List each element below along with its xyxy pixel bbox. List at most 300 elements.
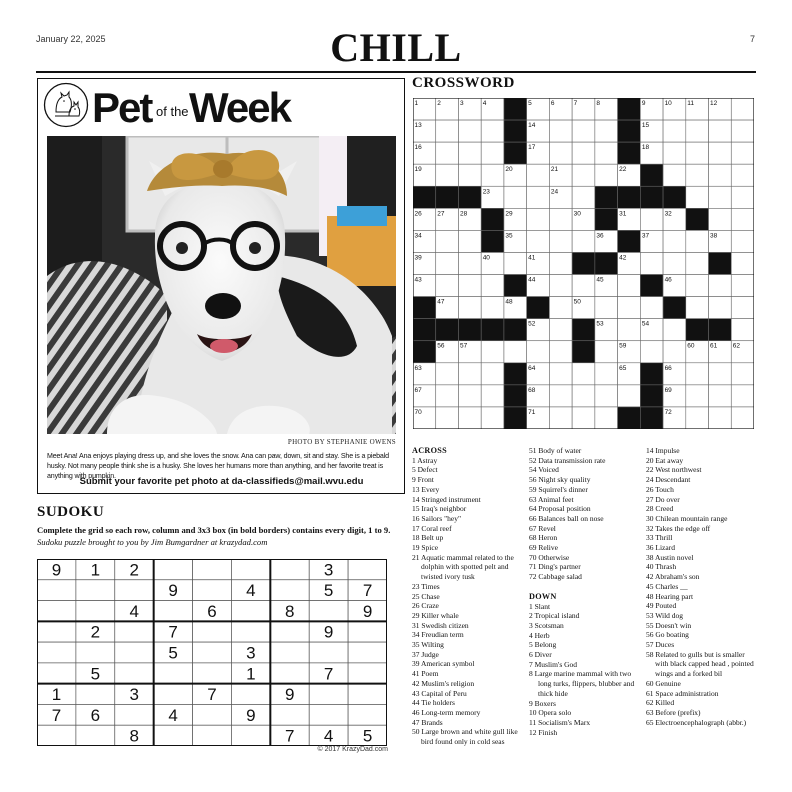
clue-item: 56 Night sky quality xyxy=(529,475,591,485)
sudoku-cell[interactable] xyxy=(193,642,232,663)
sudoku-cell[interactable] xyxy=(154,559,193,580)
crossword-black-square xyxy=(709,252,732,274)
sudoku-given-digit: 7 xyxy=(168,622,178,642)
crossword-cell[interactable] xyxy=(458,407,481,429)
crossword-clue-number: 16 xyxy=(414,144,422,152)
clue-item: 7 Muslim's God xyxy=(529,659,578,669)
crossword-cell[interactable] xyxy=(504,341,527,363)
sudoku-cell[interactable] xyxy=(115,642,154,663)
crossword-cell[interactable] xyxy=(595,341,618,363)
crossword-cell[interactable] xyxy=(436,164,459,186)
crossword-clue-number: 63 xyxy=(414,364,422,372)
pet-description: Meet Ana! Ana enjoys playing dress up, and she loves the snow. Ana can paw, down, sit and stay. She is a piebald husky. Not many people think she is a husky. She loves her humans more than anything, and her favorite treat is anything with pumpkin. xyxy=(47,452,389,480)
pet-title-week: Week xyxy=(189,84,290,131)
crossword-black-square xyxy=(640,385,663,407)
clue-item: 25 Chase xyxy=(412,591,440,601)
crossword-cell[interactable] xyxy=(686,363,709,385)
crossword-cell[interactable] xyxy=(436,142,459,164)
crossword-cell[interactable] xyxy=(731,230,754,252)
crossword-cell[interactable] xyxy=(731,275,754,297)
clue-item: 52 Data transmission rate xyxy=(529,455,606,465)
crossword-cell[interactable] xyxy=(504,252,527,274)
clues-column-3 xyxy=(646,446,756,727)
clue-item: 59 Squirrel's dinner xyxy=(529,484,588,494)
sudoku-cell[interactable] xyxy=(115,580,154,601)
crossword-cell[interactable] xyxy=(549,407,572,429)
issue-date: January 22, 2025 xyxy=(36,34,106,44)
crossword-cell[interactable] xyxy=(458,275,481,297)
crossword-black-square xyxy=(618,142,641,164)
crossword-cell[interactable] xyxy=(549,319,572,341)
sudoku-cell[interactable] xyxy=(154,684,193,705)
crossword-cell[interactable] xyxy=(663,120,686,142)
crossword-black-square xyxy=(572,319,595,341)
crossword-cell[interactable] xyxy=(663,341,686,363)
crossword-cell[interactable] xyxy=(458,297,481,319)
crossword-cell[interactable] xyxy=(481,341,504,363)
crossword-clue-number: 45 xyxy=(596,276,604,284)
clue-item: 19 Spice xyxy=(412,543,439,553)
clue-item: 3 Scotsman xyxy=(529,620,564,630)
crossword-cell[interactable] xyxy=(572,230,595,252)
sudoku-given-digit: 9 xyxy=(362,601,373,621)
crossword-cell[interactable] xyxy=(663,164,686,186)
crossword-cell[interactable] xyxy=(549,341,572,363)
clue-item: 55 Doesn't win xyxy=(646,620,692,630)
crossword-clue-number: 17 xyxy=(528,144,536,152)
crossword-black-square xyxy=(663,186,686,208)
crossword-clue-number: 37 xyxy=(641,232,650,240)
clue-item: 26 Touch xyxy=(646,484,674,494)
crossword-clue-number: 50 xyxy=(573,298,581,306)
pet-logo-icon xyxy=(43,82,89,128)
sudoku-cell[interactable] xyxy=(193,704,232,725)
clue-item: 42 Muslim's religion xyxy=(412,678,475,688)
crossword-cell[interactable] xyxy=(709,186,732,208)
sudoku-cell[interactable] xyxy=(231,559,270,580)
sudoku-cell[interactable] xyxy=(37,725,76,746)
clue-item: 29 Killer whale xyxy=(412,610,459,620)
crossword-cell[interactable] xyxy=(595,164,618,186)
sudoku-cell[interactable] xyxy=(270,642,309,663)
crossword-clue-number: 36 xyxy=(596,232,604,240)
crossword-cell[interactable] xyxy=(731,164,754,186)
sudoku-given-digit: 5 xyxy=(323,581,334,601)
clue-item: 61 Space administration xyxy=(646,688,719,698)
sudoku-cell[interactable] xyxy=(76,601,115,622)
crossword-cell[interactable] xyxy=(595,363,618,385)
sudoku-cell[interactable] xyxy=(309,684,348,705)
clue-item: 45 Charles __ xyxy=(646,581,688,591)
clue-item: 51 Body of water xyxy=(529,446,582,455)
sudoku-cell[interactable] xyxy=(231,621,270,642)
crossword-cell[interactable] xyxy=(640,297,663,319)
crossword-clue-number: 31 xyxy=(619,210,627,218)
crossword-cell[interactable] xyxy=(731,208,754,230)
crossword-cell[interactable] xyxy=(640,252,663,274)
crossword-cell[interactable] xyxy=(527,208,550,230)
crossword-cell[interactable] xyxy=(572,363,595,385)
clue-item: 50 Large brown and white gull like bird found only in cold seas xyxy=(412,727,518,747)
sudoku-cell[interactable] xyxy=(193,580,232,601)
crossword-cell[interactable] xyxy=(481,363,504,385)
crossword-black-square xyxy=(481,230,504,252)
crossword-cell[interactable] xyxy=(618,275,641,297)
crossword-cell[interactable] xyxy=(686,164,709,186)
crossword-cell[interactable] xyxy=(663,230,686,252)
sudoku-cell[interactable] xyxy=(348,704,387,725)
sudoku-cell[interactable] xyxy=(309,704,348,725)
crossword-cell[interactable] xyxy=(731,252,754,274)
crossword-cell[interactable] xyxy=(686,186,709,208)
crossword-cell[interactable] xyxy=(549,297,572,319)
crossword-cell[interactable] xyxy=(458,363,481,385)
clue-item: 1 Astray xyxy=(412,455,438,465)
sudoku-cell[interactable] xyxy=(154,725,193,746)
sudoku-given-digit: 7 xyxy=(362,581,373,601)
crossword-clue-number: 48 xyxy=(505,298,513,306)
crossword-cell[interactable] xyxy=(436,230,459,252)
clue-item: 54 Voiced xyxy=(529,465,559,475)
clue-item: 62 Killed xyxy=(646,698,675,708)
crossword-clue-number: 41 xyxy=(528,254,536,262)
crossword-cell[interactable] xyxy=(618,385,641,407)
crossword-cell[interactable] xyxy=(731,120,754,142)
clue-item: 35 Wilting xyxy=(412,640,444,650)
crossword-clue-number: 60 xyxy=(687,342,695,350)
crossword-clue-number: 54 xyxy=(641,320,650,328)
crossword-clue-number: 44 xyxy=(528,276,536,284)
crossword-clue-number: 22 xyxy=(619,166,627,174)
sudoku-cell[interactable] xyxy=(231,684,270,705)
sudoku-cell[interactable] xyxy=(193,663,232,684)
crossword-cell[interactable] xyxy=(504,186,527,208)
crossword-black-square xyxy=(618,186,641,208)
crossword-clue-number: 64 xyxy=(528,364,536,372)
crossword-cell[interactable] xyxy=(572,385,595,407)
crossword-cell[interactable] xyxy=(731,98,754,120)
crossword-black-square xyxy=(618,120,641,142)
clue-item: 60 Genuine xyxy=(646,678,681,688)
crossword-cell[interactable] xyxy=(595,120,618,142)
clue-item: 18 Belt up xyxy=(412,533,444,543)
sudoku-cell[interactable] xyxy=(115,621,154,642)
sudoku-cell[interactable] xyxy=(309,601,348,622)
crossword-cell[interactable] xyxy=(709,164,732,186)
sudoku-cell[interactable] xyxy=(270,704,309,725)
clue-item: 17 Coral reef xyxy=(412,523,452,533)
sudoku-cell[interactable] xyxy=(348,684,387,705)
sudoku-copyright: © 2017 KrazyDad.com xyxy=(317,746,388,753)
crossword-cell[interactable] xyxy=(618,297,641,319)
sudoku-cell[interactable] xyxy=(348,621,387,642)
crossword-clue-number: 26 xyxy=(414,210,422,218)
sudoku-cell[interactable] xyxy=(348,642,387,663)
crossword-cell[interactable] xyxy=(731,363,754,385)
sudoku-cell[interactable] xyxy=(270,580,309,601)
clue-item: 44 Tie holders xyxy=(412,698,455,708)
crossword-cell[interactable] xyxy=(686,275,709,297)
clue-item: 58 Related to gulls but is smaller with black capped head , pointed wings and a forked bil xyxy=(646,649,754,679)
crossword-clue-number: 43 xyxy=(414,276,422,284)
sudoku-cell[interactable] xyxy=(154,663,193,684)
crossword-cell[interactable] xyxy=(572,142,595,164)
sudoku-cell[interactable] xyxy=(76,642,115,663)
crossword-clue-number: 18 xyxy=(641,144,650,152)
sudoku-instructions-main: Complete the grid so each row, column and 3x3 box (in bold borders) contains every digit, 1 to 9. xyxy=(37,525,391,535)
crossword-cell[interactable] xyxy=(481,297,504,319)
sudoku-cell[interactable] xyxy=(193,559,232,580)
clue-item: 11 Socialism's Marx xyxy=(529,717,591,727)
crossword-cell[interactable] xyxy=(549,120,572,142)
crossword-clue-number: 72 xyxy=(664,408,672,416)
crossword-cell[interactable] xyxy=(481,275,504,297)
clue-item: 70 Otherwise xyxy=(529,552,570,562)
crossword-title: CROSSWORD xyxy=(412,75,515,91)
sudoku-cell[interactable] xyxy=(115,663,154,684)
crossword-cell[interactable] xyxy=(458,142,481,164)
clue-item: 9 Boxers xyxy=(529,698,556,708)
crossword-black-square xyxy=(481,319,504,341)
crossword-black-square xyxy=(413,341,436,363)
clue-item: 27 Do over xyxy=(646,494,680,504)
crossword-clue-number: 61 xyxy=(710,342,718,350)
crossword-cell[interactable] xyxy=(709,275,732,297)
crossword-cell[interactable] xyxy=(436,252,459,274)
crossword-cell[interactable] xyxy=(481,407,504,429)
crossword-cell[interactable] xyxy=(686,297,709,319)
sudoku-given-digit: 7 xyxy=(207,685,217,705)
crossword-black-square xyxy=(458,186,481,208)
crossword-clue-number: 71 xyxy=(528,408,536,416)
crossword-cell[interactable] xyxy=(549,275,572,297)
crossword-black-square xyxy=(595,252,618,274)
crossword-cell[interactable] xyxy=(458,164,481,186)
clue-item: 37 Judge xyxy=(412,649,439,659)
header-rule xyxy=(36,71,756,73)
sudoku-cell[interactable] xyxy=(76,580,115,601)
crossword-cell[interactable] xyxy=(595,385,618,407)
clue-item: 10 Opera solo xyxy=(529,708,572,718)
pet-submit-line: Submit your favorite pet photo at da-classifieds@mail.wvu.edu xyxy=(79,476,364,487)
sudoku-cell[interactable] xyxy=(231,725,270,746)
pet-title-pet: Pet xyxy=(92,84,152,131)
sudoku-cell[interactable] xyxy=(309,642,348,663)
crossword-cell[interactable] xyxy=(731,319,754,341)
crossword-cell[interactable] xyxy=(549,208,572,230)
sudoku-cell[interactable] xyxy=(76,725,115,746)
clue-item: 12 Finish xyxy=(529,727,558,737)
sudoku-given-digit: 8 xyxy=(285,601,295,621)
crossword-cell[interactable] xyxy=(458,252,481,274)
crossword-cell[interactable] xyxy=(595,297,618,319)
sudoku-cell[interactable] xyxy=(37,642,76,663)
crossword-cell[interactable] xyxy=(572,164,595,186)
crossword-cell[interactable] xyxy=(572,186,595,208)
crossword-cell[interactable] xyxy=(436,275,459,297)
crossword-cell[interactable] xyxy=(686,230,709,252)
crossword-cell[interactable] xyxy=(527,341,550,363)
clue-item: 40 Thrash xyxy=(646,562,677,572)
crossword-clue-number: 42 xyxy=(619,254,627,262)
crossword-cell[interactable] xyxy=(458,385,481,407)
clue-item: 5 Belong xyxy=(529,640,557,650)
sudoku-cell[interactable] xyxy=(76,684,115,705)
crossword-cell[interactable] xyxy=(595,407,618,429)
sudoku-cell[interactable] xyxy=(37,601,76,622)
crossword-clue-number: 7 xyxy=(573,100,578,107)
sudoku-given-digit: 8 xyxy=(129,726,139,746)
sudoku-cell[interactable] xyxy=(37,663,76,684)
crossword-cell[interactable] xyxy=(731,142,754,164)
crossword-clue-number: 59 xyxy=(619,342,627,350)
crossword-cell[interactable] xyxy=(731,385,754,407)
crossword-cell[interactable] xyxy=(731,407,754,429)
sudoku-given-digit: 4 xyxy=(323,726,334,746)
crossword-cell[interactable] xyxy=(481,385,504,407)
crossword-cell[interactable] xyxy=(549,385,572,407)
crossword-cell[interactable] xyxy=(686,120,709,142)
crossword-cell[interactable] xyxy=(527,164,550,186)
crossword-cell[interactable] xyxy=(572,275,595,297)
sudoku-cell[interactable] xyxy=(193,621,232,642)
crossword-cell[interactable] xyxy=(709,120,732,142)
crossword-cell[interactable] xyxy=(549,230,572,252)
crossword-cell[interactable] xyxy=(709,208,732,230)
crossword-cell[interactable] xyxy=(640,341,663,363)
crossword-cell[interactable] xyxy=(686,385,709,407)
crossword-black-square xyxy=(481,208,504,230)
clue-item: 23 Times xyxy=(412,581,440,591)
crossword-cell[interactable] xyxy=(549,363,572,385)
clue-item: 63 Animal feet xyxy=(529,494,574,504)
crossword-black-square xyxy=(436,186,459,208)
sudoku-given-digit: 3 xyxy=(246,643,256,663)
crossword-grid xyxy=(413,98,754,429)
crossword-cell[interactable] xyxy=(458,230,481,252)
sudoku-given-digit: 2 xyxy=(129,560,139,580)
clue-item: 4 Herb xyxy=(529,630,550,640)
crossword-cell[interactable] xyxy=(709,407,732,429)
crossword-cell[interactable] xyxy=(527,186,550,208)
down-heading: DOWN xyxy=(529,591,557,601)
sudoku-cell[interactable] xyxy=(231,601,270,622)
crossword-cell[interactable] xyxy=(481,120,504,142)
clue-item: 68 Heron xyxy=(529,533,558,543)
crossword-clue-number: 34 xyxy=(414,232,422,240)
sudoku-given-digit: 7 xyxy=(51,705,62,725)
sudoku-grid xyxy=(37,559,387,746)
crossword-clue-number: 38 xyxy=(710,232,718,240)
crossword-cell[interactable] xyxy=(572,407,595,429)
crossword-black-square xyxy=(709,319,732,341)
clue-item: 20 Eat away xyxy=(646,455,684,465)
crossword-clue-number: 68 xyxy=(528,386,536,394)
crossword-cell[interactable] xyxy=(436,407,459,429)
clue-item: 28 Creed xyxy=(646,504,674,514)
crossword-clue-number: 53 xyxy=(596,320,604,328)
sudoku-cell[interactable] xyxy=(193,725,232,746)
clues-column-2 xyxy=(529,446,637,737)
clue-item: 9 Front xyxy=(412,475,434,485)
sudoku-given-digit: 9 xyxy=(168,581,178,601)
crossword-cell[interactable] xyxy=(686,407,709,429)
sudoku-cell[interactable] xyxy=(348,559,387,580)
crossword-black-square xyxy=(618,98,641,120)
crossword-cell[interactable] xyxy=(481,164,504,186)
crossword-cell[interactable] xyxy=(663,142,686,164)
crossword-cell[interactable] xyxy=(595,142,618,164)
crossword-clue-number: 11 xyxy=(687,100,695,107)
crossword-cell[interactable] xyxy=(572,120,595,142)
page-number: 7 xyxy=(750,34,756,44)
clue-item: 57 Duces xyxy=(646,640,675,650)
crossword-cell[interactable] xyxy=(436,385,459,407)
crossword-cell[interactable] xyxy=(527,230,550,252)
crossword-cell[interactable] xyxy=(686,252,709,274)
crossword-cell[interactable] xyxy=(731,297,754,319)
crossword-black-square xyxy=(458,319,481,341)
crossword-cell[interactable] xyxy=(686,142,709,164)
crossword-cell[interactable] xyxy=(618,319,641,341)
crossword-cell[interactable] xyxy=(709,385,732,407)
crossword-black-square xyxy=(413,186,436,208)
crossword-cell[interactable] xyxy=(663,252,686,274)
crossword-cell[interactable] xyxy=(709,363,732,385)
clue-item: 16 Sailors "hey" xyxy=(412,513,462,523)
crossword-clue-number: 40 xyxy=(482,254,490,262)
crossword-clue-number: 6 xyxy=(550,100,555,107)
crossword-cell[interactable] xyxy=(731,186,754,208)
pet-photo xyxy=(47,136,396,434)
crossword-clue-number: 21 xyxy=(550,166,559,174)
crossword-cell[interactable] xyxy=(549,142,572,164)
sudoku-cell[interactable] xyxy=(115,704,154,725)
sudoku-cell[interactable] xyxy=(270,621,309,642)
clue-item: 39 American symbol xyxy=(412,659,475,669)
clue-item: 14 Impulse xyxy=(646,446,680,455)
sudoku-cell[interactable] xyxy=(270,559,309,580)
sudoku-cell[interactable] xyxy=(270,663,309,684)
sudoku-cell[interactable] xyxy=(37,621,76,642)
clue-item: 49 Pouted xyxy=(646,601,677,611)
clue-item: 67 Revel xyxy=(529,523,556,533)
crossword-cell[interactable] xyxy=(709,297,732,319)
clue-item: 42 Abraham's son xyxy=(646,572,700,582)
crossword-clue-number: 14 xyxy=(528,122,536,130)
crossword-clue-number: 28 xyxy=(459,210,468,218)
crossword-black-square xyxy=(504,385,527,407)
crossword-cell[interactable] xyxy=(549,252,572,274)
crossword-cell[interactable] xyxy=(663,319,686,341)
crossword-cell[interactable] xyxy=(709,142,732,164)
clue-item: 65 Electroencephalograph (abbr.) xyxy=(646,717,747,727)
crossword-cell[interactable] xyxy=(436,363,459,385)
crossword-clue-number: 69 xyxy=(664,386,672,394)
crossword-clue-number: 19 xyxy=(414,166,422,174)
crossword-cell[interactable] xyxy=(436,120,459,142)
sudoku-cell[interactable] xyxy=(348,663,387,684)
crossword-cell[interactable] xyxy=(481,142,504,164)
sudoku-cell[interactable] xyxy=(154,601,193,622)
clue-item: 30 Chilean mountain range xyxy=(646,513,728,523)
crossword-cell[interactable] xyxy=(458,120,481,142)
clue-item: 14 Stringed instrument xyxy=(412,494,481,504)
crossword-clue-number: 3 xyxy=(459,100,464,107)
sudoku-given-digit: 4 xyxy=(168,705,178,725)
sudoku-cell[interactable] xyxy=(37,580,76,601)
crossword-cell[interactable] xyxy=(640,208,663,230)
